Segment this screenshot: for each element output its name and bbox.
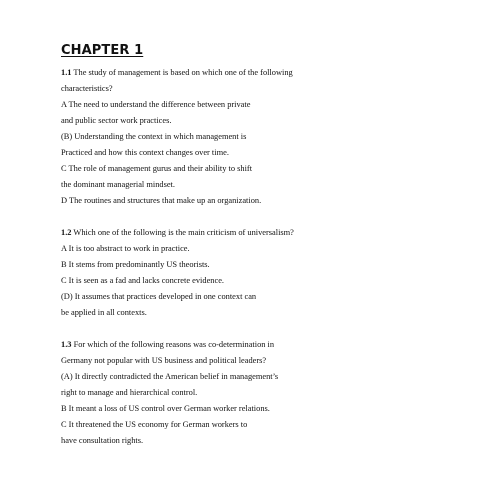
- question-1-1-option-line: Practiced and how this context changes over time.: [61, 148, 229, 157]
- question-1-3-option-line: B It meant a loss of US control over German worker relations.: [61, 404, 270, 413]
- question-1-1-option-line: A The need to understand the difference between private: [61, 100, 251, 109]
- question-number: 1.3: [61, 340, 72, 349]
- question-1-2-option-line: A It is too abstract to work in practice.: [61, 244, 190, 253]
- question-1-1-option-line: D The routines and structures that make up an organization.: [61, 196, 262, 205]
- question-1-2-option-line: (D) It assumes that practices developed in one context can: [61, 292, 257, 301]
- question-1-1-stem-line-1: [61, 68, 293, 78]
- question-1-2-option-line: C It is seen as a fad and lacks concrete evidence.: [61, 276, 225, 285]
- question-text: Which one of the following is the main criticism of universalism?: [71, 228, 294, 237]
- question-text: The study of management is based on which one of the following: [71, 68, 293, 77]
- question-1-1-option-line: C The role of management gurus and their ability to shift: [61, 164, 253, 173]
- question-1-3-option-line: right to manage and hierarchical control.: [61, 388, 198, 397]
- question-1-2-stem-line-1: [61, 228, 294, 238]
- question-1-3-stem-line-2: Germany not popular with US business and political leaders?: [61, 356, 267, 365]
- question-1-3-stem-line-1: [61, 340, 274, 350]
- question-1-1-option-line: and public sector work practices.: [61, 116, 172, 125]
- question-number: 1.1: [61, 68, 72, 77]
- question-1-3-option-line: C It threatened the US economy for German workers to: [61, 420, 248, 429]
- question-text: For which of the following reasons was co-determination in: [71, 340, 275, 349]
- question-1-3-option-line: have consultation rights.: [61, 436, 144, 445]
- question-number: 1.2: [61, 228, 72, 237]
- chapter-heading: CHAPTER 1: [61, 43, 144, 58]
- question-1-1-option-line: (B) Understanding the context in which management is: [61, 132, 247, 141]
- question-1-1-option-line: the dominant managerial mindset.: [61, 180, 175, 189]
- question-1-2-option-line: be applied in all contexts.: [61, 308, 147, 317]
- question-1-3-option-line: (A) It directly contradicted the American belief in management’s: [61, 372, 279, 381]
- question-1-1-stem-line-2: characteristics?: [61, 84, 113, 93]
- question-1-2-option-line: B It stems from predominantly US theorists.: [61, 260, 210, 269]
